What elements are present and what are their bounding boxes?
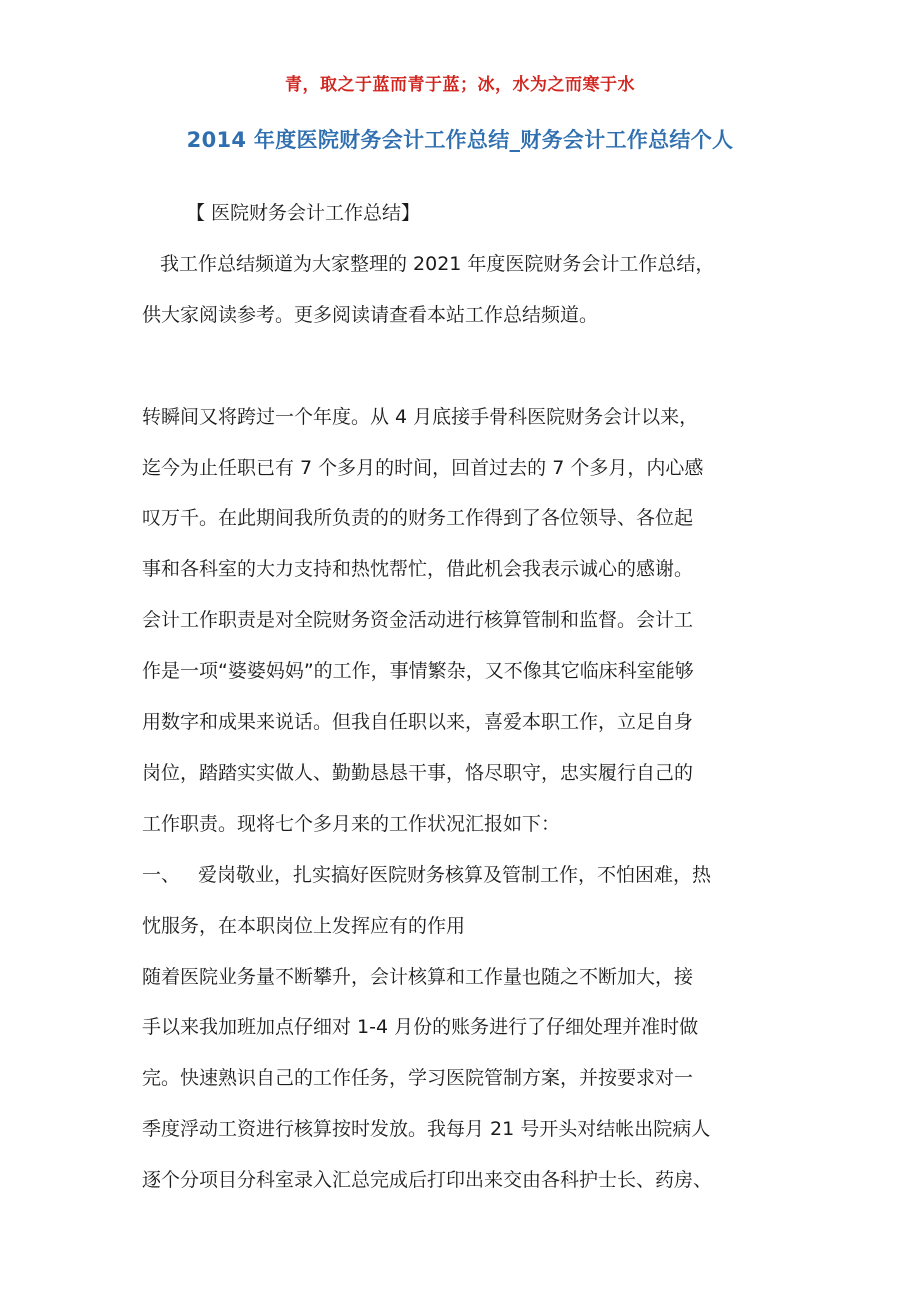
- body-line: 完。快速熟识自己的工作任务，学习医院管制方案，并按要求对一: [142, 1067, 694, 1090]
- body-line: 作是一项“婆婆妈妈”的工作，事情繁杂，又不像其它临床科室能够: [142, 660, 694, 683]
- list-item-text: 爱岗敬业，扎实搞好医院财务核算及管制工作，不怕困难，热: [198, 863, 712, 886]
- intro-line: 我工作总结频道为大家整理的 2021 年度医院财务会计工作总结，: [160, 252, 715, 275]
- section-heading: 【 医院财务会计工作总结】: [186, 202, 421, 224]
- list-marker: 一、: [142, 863, 181, 886]
- body-line: 会计工作职责是对全院财务资金活动进行核算管制和监督。会计工: [142, 609, 694, 632]
- intro-line: 供大家阅读参考。更多阅读请查看本站工作总结频道。: [142, 303, 599, 326]
- body-line: 随着医院业务量不断攀升，会计核算和工作量也随之不断加大，接: [142, 965, 694, 988]
- body-line: 手以来我加班加点仔细对 1-4 月份的账务进行了仔细处理并准时做: [142, 1016, 699, 1039]
- list-item-heading: [142, 850, 792, 901]
- body-line: 用数字和成果来说话。但我自任职以来，喜爱本职工作，立足自身: [142, 711, 694, 734]
- body-line: 逐个分项目分科室录入汇总完成后打印出来交由各科护士长、药房、: [142, 1169, 713, 1192]
- body-line: 季度浮动工资进行核算按时发放。我每月 21 号开头对结帐出院病人: [142, 1118, 711, 1141]
- document-body: [142, 188, 792, 1206]
- body-line: 迄今为止任职已有 7 个多月的时间，回首过去的 7 个多月，内心感: [142, 456, 704, 479]
- header-motto: 青，取之于蓝而青于蓝；冰，水为之而寒于水: [285, 75, 635, 95]
- body-line: 叹万千。在此期间我所负责的的财务工作得到了各位领导、各位起: [142, 507, 694, 530]
- body-line: 转瞬间又将跨过一个年度。从 4 月底接手骨科医院财务会计以来，: [142, 405, 699, 428]
- list-item-continuation: 忱服务，在本职岗位上发挥应有的作用: [142, 914, 466, 937]
- body-line: 事和各科室的大力支持和热忱帮忙，借此机会我表示诚心的感谢。: [142, 558, 694, 581]
- body-line: 岗位，踏踏实实做人、勤勤恳恳干事，恪尽职守，忠实履行自己的: [142, 761, 694, 784]
- body-line: 工作职责。现将七个多月来的工作状况汇报如下：: [142, 812, 561, 835]
- paragraph-spacer: [142, 341, 792, 392]
- document-title: 2014 年度医院财务会计工作总结_财务会计工作总结个人: [186, 128, 734, 152]
